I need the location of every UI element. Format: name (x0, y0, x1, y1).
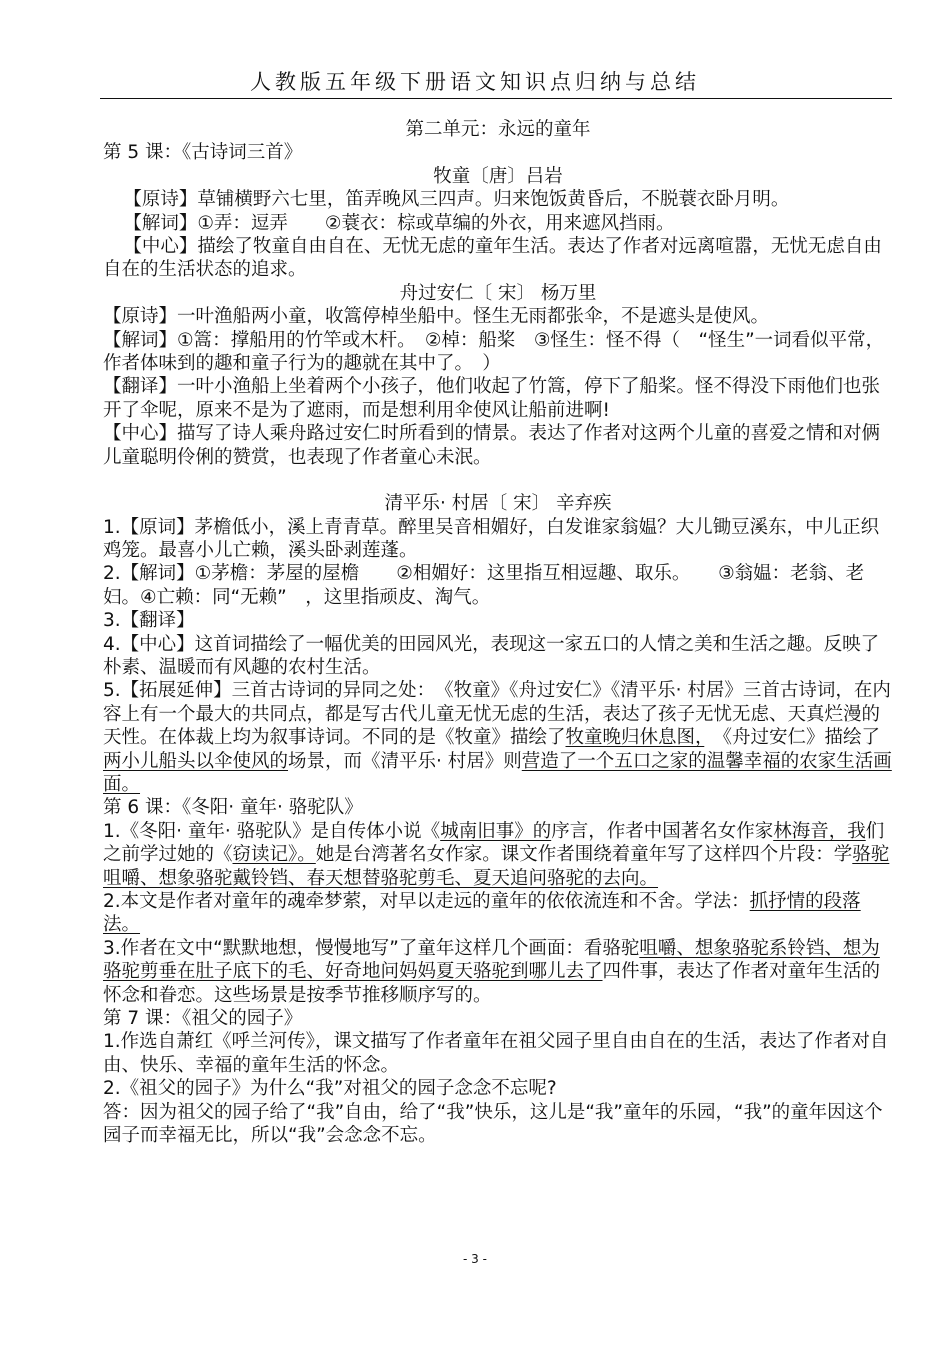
underlined-text: 林海音，我 (773, 820, 866, 842)
spacer (103, 469, 893, 492)
poem2-center: 【中心】描写了诗人乘舟路过安仁时所看到的情景。表达了作者对这两个儿童的喜爱之情和对俩儿童聪明伶俐的赞赏，也表现了作者童心未泯。 (103, 423, 881, 468)
page-number: - 3 - (463, 1252, 487, 1266)
underlined-text: 牧童晚归休息图， (565, 727, 705, 749)
unit-title: 第二单元：永远的童年 (405, 119, 591, 140)
poem2-title: 舟过安仁〔 宋〕 杨万里 (399, 282, 597, 304)
text-span: 四件事，表达了作者对童年生活的怀念和眷恋。这些场景是按季节推移顺序写的。 (103, 961, 881, 1006)
document-body (103, 118, 893, 1147)
text-span: 序言，作者中国著名女作家 (551, 820, 774, 842)
lesson7-title: 第 7 课：《祖父的园子》 (103, 1008, 303, 1030)
lesson6-item3 (103, 937, 893, 1007)
poem3-item3: 3.【翻译】 (103, 610, 195, 632)
underlined-text: 抓抒情的段落法。 (103, 891, 861, 936)
text-span: 1.《冬阳· 童年· 骆驼队》是自传体小说《 (103, 820, 441, 842)
lesson7-answer: 答：因为祖父的园子给了“我”自由，给了“我”快乐，这儿是“我”童年的乐园，“我”的童年因这个园子而幸福无比，所以“我”会念念不忘。 (103, 1101, 883, 1147)
poem3-item4: 4.【中心】这首词描绘了一幅优美的田园风光，表现这一家五口的人情之美和生活之趣。反映了朴素、温暖而有风趣的农村生活。 (103, 633, 880, 678)
poem3-title: 清平乐· 村居〔 宋〕 辛弃疾 (384, 493, 612, 515)
lesson6-item1 (103, 820, 893, 890)
header-rule (100, 98, 892, 99)
page-header-title: 人教版五年级下册语文知识点归纳与总结 (250, 70, 700, 94)
poem1-center: 【中心】描绘了牧童自由自在、无忧无虑的童年生活。表达了作者对远离喧嚣，无忧无虑自由自在的生活状态的追求。 (103, 236, 882, 281)
poem2-original: 【原诗】一叶渔船两小童，收篙停棹坐船中。怪生无雨都张伞，不是遮头是使风。 (103, 306, 770, 328)
underlined-text: 两小儿船头以伞使风的 (103, 750, 289, 772)
poem3-item5 (103, 679, 893, 796)
lesson7-item2: 2.《祖父的园子》为什么“我”对祖父的园子念念不忘呢? (103, 1078, 557, 1100)
lesson6-title: 第 6 课：《冬阳· 童年· 骆驼队》 (103, 797, 363, 819)
poem1-title: 牧童〔唐〕吕岩 (433, 165, 563, 187)
lesson7-item1: 1.作选自萧红《呼兰河传》，课文描写了作者童年在祖父园子里自由自在的生活，表达了作者对自由、快乐、幸福的童年生活的怀念。 (103, 1031, 889, 1076)
text-span: 场景，而《清平乐· 村居》则 (288, 750, 522, 772)
underlined-text: 窃读记》。 (232, 844, 316, 866)
underlined-text: 咀嚼、想象骆驼系铃铛、想为骆驼剪垂在肚子底下的毛、好奇地问妈妈夏天骆驼到哪儿去了 (103, 937, 880, 983)
lesson5-title: 第 5 课：《古诗词三首》 (103, 142, 303, 164)
text-span: 3.作者在文中“默默地想，慢慢地写”了童年这样几个画面：看骆驼 (103, 937, 640, 959)
underlined-text: 营造了一个五口之家的温馨幸福的农家生活画面。 (103, 750, 892, 795)
poem2-translation: 【翻译】一叶小渔船上坐着两个小孩子，他们收起了竹篙，停下了船桨。怪不得没下雨他们也张开了伞呢，原来不是为了遮雨，而是想利用伞使风让船前进啊! (103, 376, 881, 421)
poem3-item2: 2.【解词】①茅檐：茅屋的屋檐 ②相媚好：这里指互相逗趣、取乐。 ③翁媪：老翁、老妇。④亡赖：同“无赖” ，这里指顽皮、淘气。 (103, 563, 865, 608)
text-span: 她是台湾著名女作家。课文作者围绕着童年写了这样四个片段：学 (315, 844, 853, 866)
text-span: 2.本文是作者对童年的魂牵梦萦，对早以走远的童年的依依流连和不舍。学法： (103, 891, 750, 912)
poem2-words: 【解词】①篙：撑船用的竹竿或木杆。 ②棹：船桨 ③怪生：怪不得（ “怪生”一词看似平常，作者体味到的趣和童子行为的趣就在其中了。 ） (103, 329, 885, 375)
lesson6-item2 (103, 890, 893, 937)
text-span: 们之前学过她的《 (103, 820, 885, 866)
poem3-item1: 1.【原词】茅檐低小，溪上青青草。醉里吴音相媚好，白发谁家翁媪？大儿锄豆溪东，中儿正织鸡笼。最喜小儿亡赖，溪头卧剥莲蓬。 (103, 516, 880, 561)
poem1-original: 【原诗】草铺横野六七里，笛弄晚风三四声。归来饱饭黄昏后，不脱蓑衣卧月明。 (123, 189, 790, 211)
underlined-text: 骆驼咀嚼、想象骆驼戴铃铛、春天想替骆驼剪毛、夏天追问骆驼的去向。 (103, 844, 890, 889)
poem1-words: 【解词】①弄：逗弄 ②蓑衣：棕或草编的外衣，用来遮风挡雨。 (123, 212, 675, 234)
underlined-text: 城南旧事》的 (440, 820, 552, 842)
text-span: 《舟过安仁》描绘了 (704, 727, 881, 749)
text-span: 5.【拓展延伸】三首古诗词的异同之处： 《牧童》《舟过安仁》《清平乐· 村居》三首古诗词，在内容上有一个最大的共同点，都是写古代儿童无忧无虑的生活，表达了孩子无忧无虑、天真烂漫的天性。在体裁上均为叙事诗词。不同的是《牧童》描绘了 (103, 680, 891, 749)
